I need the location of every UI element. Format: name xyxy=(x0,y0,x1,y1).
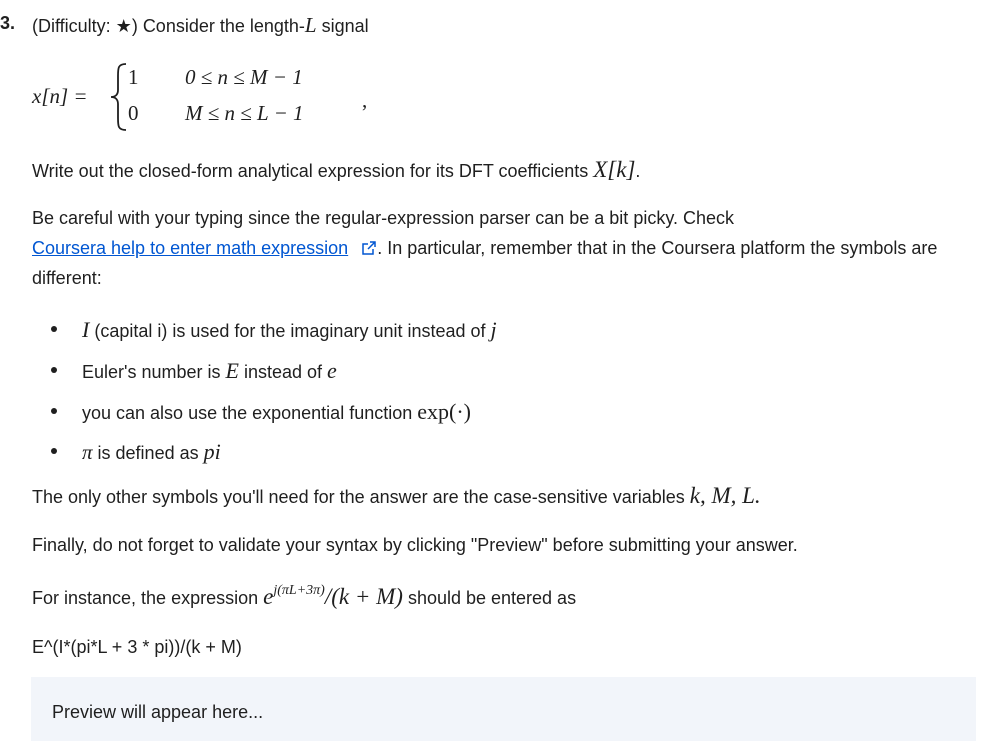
instance-rest: /(k + M) xyxy=(324,584,403,609)
question-intro xyxy=(32,13,369,38)
symbols-line xyxy=(32,483,761,509)
instance-exponent: j(πL+3π) xyxy=(273,583,325,598)
brace-symbol xyxy=(110,62,128,132)
intro-text: (Difficulty: ★) Consider the length- xyxy=(32,16,305,36)
equation-comma: , xyxy=(362,88,368,112)
bullet-4-math: π xyxy=(82,440,93,464)
preview-text: Preview will appear here... xyxy=(52,702,264,722)
case1-condition: 0 ≤ n ≤ M − 1 xyxy=(185,65,303,89)
bullet-dot xyxy=(51,448,57,454)
dft-expression: X[k] xyxy=(593,157,636,182)
bullet-dot xyxy=(51,408,57,414)
case1-value: 1 xyxy=(128,65,139,89)
intro-suffix: signal xyxy=(316,16,369,36)
bullet-2-math: E xyxy=(225,358,239,383)
bullet-3-prefix: you can also use the exponential function xyxy=(82,403,418,423)
instance-prefix: For instance, the expression xyxy=(32,588,264,608)
careful-line-2 xyxy=(32,238,937,259)
instance-line xyxy=(32,583,576,610)
bullet-exp xyxy=(82,399,471,425)
bullet-2-prefix: Euler's number is xyxy=(82,362,226,382)
instance-base: e xyxy=(263,584,274,609)
case2-condition: M ≤ n ≤ L − 1 xyxy=(185,101,304,125)
finally-line: Finally, do not forget to validate your syntax by clicking "Preview" before submitting your answer. xyxy=(32,535,798,555)
bullet-1-text: (capital i) is used for the imaginary unit instead of xyxy=(89,321,491,341)
bullet-1-math2: j xyxy=(490,317,497,342)
bullet-dot xyxy=(51,326,57,332)
symbols-prefix: The only other symbols you'll need for the answer are the case-sensitive variables xyxy=(32,487,690,507)
external-link-icon[interactable] xyxy=(361,240,377,256)
example-answer: E^(I*(pi*L + 3 * pi))/(k + M) xyxy=(32,637,242,657)
question-number: 3. xyxy=(0,13,16,33)
careful-line-1: Be careful with your typing since the regular-expression parser can be a bit picky. Check xyxy=(32,208,735,228)
dft-suffix: . xyxy=(635,161,641,181)
preview-box xyxy=(31,677,976,741)
careful-line-3: different: xyxy=(32,268,102,288)
symbols-vars: k, M, L. xyxy=(689,483,761,508)
bullet-4-text: is defined as xyxy=(92,443,204,463)
equation-lhs: x[n] = xyxy=(32,84,88,108)
bullet-pi xyxy=(82,439,221,465)
bullet-1-math: I xyxy=(82,317,90,342)
intro-var: L xyxy=(304,13,317,37)
bullet-imaginary-unit xyxy=(82,317,497,343)
instance-suffix: should be entered as xyxy=(402,588,577,608)
bullet-2-text: instead of xyxy=(238,362,328,382)
dft-paragraph xyxy=(32,157,640,183)
case2-value: 0 xyxy=(128,101,139,125)
careful-line-2-rest: . In particular, remember that in the Coursera platform the symbols are xyxy=(377,238,938,258)
bullet-3-math: exp(·) xyxy=(417,399,471,424)
bullet-euler xyxy=(82,358,337,384)
bullet-4-math2: pi xyxy=(203,439,221,464)
bullet-2-math2: e xyxy=(327,358,337,383)
bullet-dot xyxy=(51,367,57,373)
coursera-help-link[interactable]: Coursera help to enter math expression xyxy=(32,238,349,258)
dft-prefix: Write out the closed-form analytical expression for its DFT coefficients xyxy=(32,161,594,181)
